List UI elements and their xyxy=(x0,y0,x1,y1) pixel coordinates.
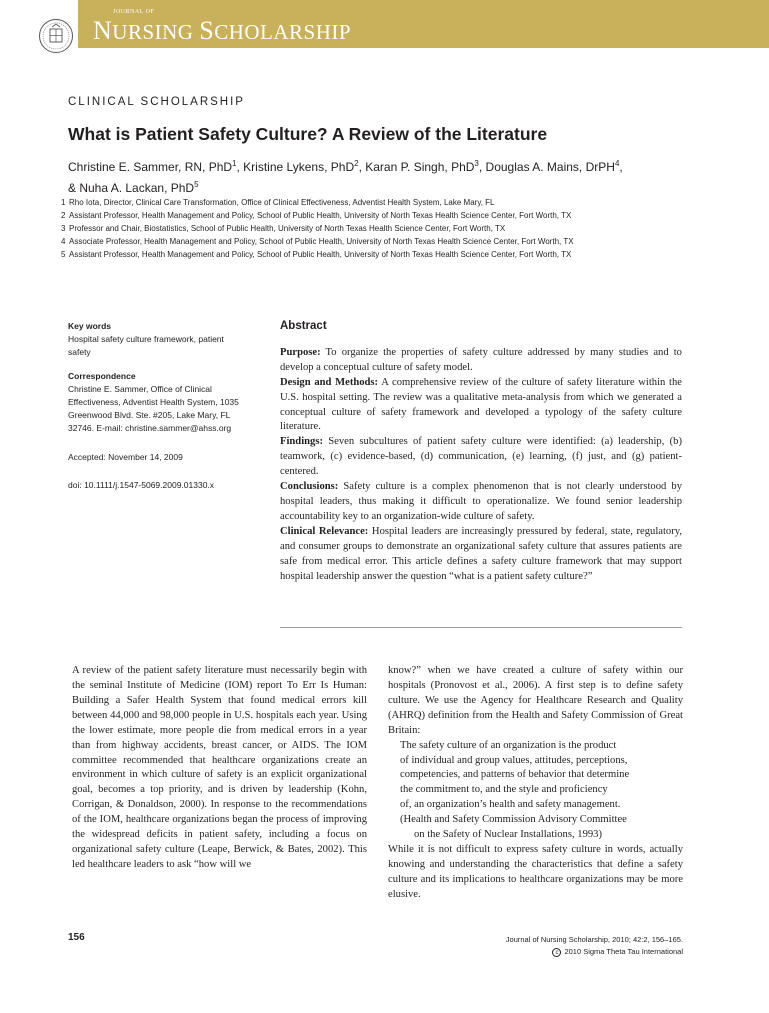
author-sup: 2 xyxy=(354,159,359,168)
affiliation-text: Assistant Professor, Health Management and Policy, School of Public Health, University of North Texas Health Science Center, Fort Worth, TX xyxy=(69,211,572,220)
abstract-findings xyxy=(280,435,682,480)
author-sup: 4 xyxy=(614,159,620,168)
correspondence-line: Effectiveness, Adventist Health System, 1035 xyxy=(68,397,239,408)
author-name: Kristine Lykens, PhD xyxy=(243,160,355,174)
masthead xyxy=(0,0,769,72)
correspondence-block xyxy=(68,370,268,436)
seal-icon xyxy=(38,18,74,54)
doi[interactable]: doi: 10.1111/j.1547-5069.2009.01330.x xyxy=(68,479,215,490)
keywords-heading: Key words xyxy=(68,321,111,331)
author-sep: , xyxy=(478,160,486,174)
abstract-text: Seven subcultures of patient safety culture were identified: (a) leadership, (b) teamwork, (c) evidence-based, (d) communication, (e) learning, (f) just, and (g) patient-centered. xyxy=(280,436,682,478)
affiliation-number: 1 xyxy=(61,198,66,207)
quote-line: The safety culture of an organization is the product xyxy=(400,739,617,751)
affiliation-number: 2 xyxy=(61,211,66,220)
quote-line: on the Safety of Nuclear Installations, 1993) xyxy=(414,829,602,841)
quote-line: of individual and group values, attitudes, perceptions, xyxy=(400,754,628,766)
abstract-label: Purpose: xyxy=(280,346,321,358)
abstract-label: Clinical Relevance: xyxy=(280,525,369,537)
affiliation xyxy=(61,248,721,261)
abstract-divider xyxy=(280,627,682,628)
author-name: Christine E. Sammer, RN, PhD xyxy=(68,160,233,174)
copyright-icon: c xyxy=(552,948,561,957)
abstract-label: Conclusions: xyxy=(280,481,339,493)
body-column-left xyxy=(72,664,367,873)
affiliation xyxy=(61,209,721,222)
body-column-right xyxy=(388,664,683,903)
abstract-heading: Abstract xyxy=(280,320,327,332)
abstract-text: Hospital leaders are increasingly pressured by federal, state, regulatory, and consumer groups to demonstrate an organizational safety culture that assures patients are safe from medical error. This article defines a safety culture framework that may support hospital leadership answer the question “what is a patient safety culture?” xyxy=(280,525,682,582)
section-label: CLINICAL SCHOLARSHIP xyxy=(68,96,245,108)
correspondence-heading: Correspondence xyxy=(68,370,136,381)
affiliation-text: Assistant Professor, Health Management and Policy, School of Public Health, University of North Texas Health Science Center, Fort Worth, TX xyxy=(69,250,572,259)
abstract-relevance xyxy=(280,525,682,585)
affiliation xyxy=(61,235,721,248)
block-quote xyxy=(388,739,683,843)
abstract-conclusions xyxy=(280,480,682,525)
affiliation xyxy=(61,222,721,235)
body-paragraph: A review of the patient safety literature must necessarily begin with the seminal Institute of Medicine (IOM) report To Err Is Human: Building a Safer Health System that found medical errors kill between 44,000 and 98,000 people in U.S. hospitals each year. Using the lower estimate, more people die from medical errors in a year than from highway accidents, breast cancer, or AIDS. The IOM committee recommended that healthcare organizations create an environment in which culture of safety is an explicit organizational goal, becomes a top priority, and is driven by leadership (Kohn, Corrigan, & Donaldson, 2000). In response to the recommendations of the IOM, healthcare organizations began the process of improving the widespread deficits in patient safety, including a focus on organizational safety culture (Leape, Berwick, & Bates, 2002). This led healthcare leaders to ask “how will we xyxy=(72,665,367,870)
page-number: 156 xyxy=(68,932,85,943)
affiliation-text: Rho Iota, Director, Clinical Care Transformation, Office of Clinical Effectiveness, Adventist Health System, Lake Mary, FL xyxy=(69,198,495,207)
quote-line: the commitment to, and the style and proficiency xyxy=(400,784,608,796)
abstract-text: To organize the properties of safety culture addressed by many studies and to develop a conceptual culture of safety model. xyxy=(280,346,682,373)
abstract-label: Design and Methods: xyxy=(280,376,379,388)
author-sup: 3 xyxy=(474,159,479,168)
author-list xyxy=(68,155,708,197)
title-initial-n: N xyxy=(93,16,113,45)
affiliation xyxy=(61,196,721,209)
correspondence-line: Greenwood Blvd. Ste. #205, Lake Mary, FL xyxy=(68,410,231,421)
author-sep: , xyxy=(358,160,366,174)
article-metadata xyxy=(68,320,268,492)
accepted-date: Accepted: November 14, 2009 xyxy=(68,451,183,462)
title-initial-s: S xyxy=(199,16,215,45)
author-name: Douglas A. Mains, DrPH xyxy=(485,160,615,174)
abstract-text: Safety culture is a complex phenomenon that is not clearly understood by hospital leaders, thus making it difficult to operationalize. We found senior leadership accountability key to an organization-wide culture of safety. xyxy=(280,481,682,522)
author-sep: , xyxy=(619,160,623,174)
affiliation-number: 5 xyxy=(61,250,66,259)
affiliation-text: Associate Professor, Health Management and Policy, School of Public Health, University of North Texas Health Science Center, Fort Worth, TX xyxy=(69,237,574,246)
keywords-line: safety xyxy=(68,347,91,358)
keywords-block xyxy=(68,320,268,360)
copyright-line xyxy=(506,946,683,958)
quote-line: of, an organization’s health and safety management. xyxy=(400,799,621,811)
title-rest-2: CHOLARSHIP xyxy=(214,20,352,44)
author-sep: , xyxy=(236,160,244,174)
correspondence-line: Christine E. Sammer, Office of Clinical xyxy=(68,383,212,394)
keywords-line: Hospital safety culture framework, patient xyxy=(68,334,224,345)
citation-line: Journal of Nursing Scholarship, 2010; 42:2, 156–165. xyxy=(505,935,683,944)
affiliation-list xyxy=(61,196,721,261)
copyright-text: 2010 Sigma Theta Tau International xyxy=(564,947,683,956)
abstract-label: Findings: xyxy=(280,436,323,448)
author-sup: 1 xyxy=(232,159,237,168)
quote-line: (Health and Safety Commission Advisory Committee xyxy=(400,814,627,826)
affiliation-number: 4 xyxy=(61,237,66,246)
affiliation-text: Professor and Chair, Biostatistics, School of Public Health, University of North Texas Health Science Center, Fort Worth, TX xyxy=(69,224,506,233)
author-name: & Nuha A. Lackan, PhD xyxy=(68,181,195,195)
affiliation-number: 3 xyxy=(61,224,66,233)
journal-title xyxy=(93,16,351,46)
correspondence-line: 32746. E-mail: christine.sammer@ahss.org xyxy=(68,423,232,434)
body-paragraph: While it is not difficult to express safety culture in words, actually knowing and understanding the characteristics that define a safety culture and its implications to healthcare organizations may be more elusive. xyxy=(388,844,683,900)
abstract-purpose xyxy=(280,346,682,376)
quote-line: competencies, and patterns of behavior that determine xyxy=(400,769,630,781)
footer-citation xyxy=(506,934,683,958)
journal-of-label: JOURNAL OF xyxy=(113,9,155,15)
body-paragraph: know?” when we have created a culture of safety within our hospitals (Pronovost et al., 2006). A first step is to define safety culture. We use the Agency for Healthcare Research and Quality (AHRQ) definition from the Health and Safety Commission of Great Britain: xyxy=(388,665,683,736)
abstract xyxy=(280,319,682,584)
author-name: Karan P. Singh, PhD xyxy=(365,160,475,174)
article-title: What is Patient Safety Culture? A Review of the Literature xyxy=(68,124,548,144)
abstract-text: A comprehensive review of the culture of safety literature within the U.S. hospital setting. The review was a qualitative meta-analysis from which we generated a conceptual culture of safety framework and developed a typology of the safety culture literature. xyxy=(280,376,682,433)
author-sup: 5 xyxy=(194,180,199,189)
abstract-design xyxy=(280,376,682,436)
title-rest-1: URSING xyxy=(112,20,194,44)
